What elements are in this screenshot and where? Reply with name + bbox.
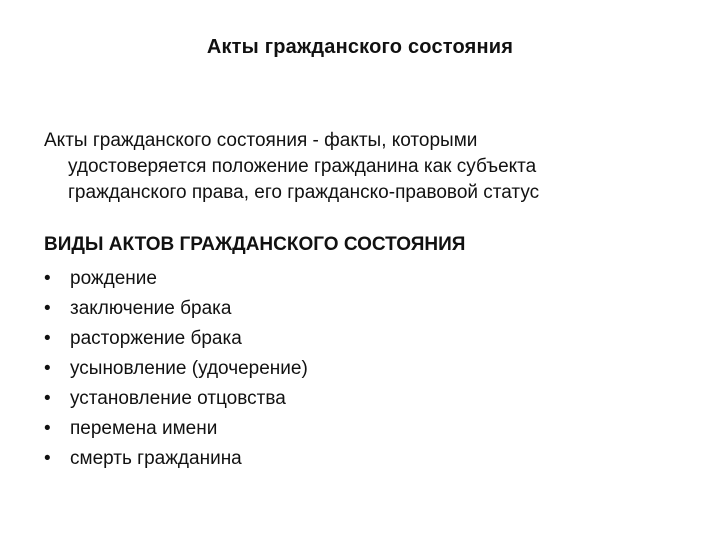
bullet: • <box>44 298 51 319</box>
definition-line-1 <box>44 128 684 154</box>
list-item-text: рождение <box>70 268 157 289</box>
list-item-text: заключение брака <box>70 298 232 319</box>
list-item <box>44 264 308 294</box>
definition-term: Акты гражданского состояния <box>44 130 308 151</box>
types-list <box>44 264 308 474</box>
bullet: • <box>44 418 51 439</box>
bullet: • <box>44 268 51 289</box>
bullet: • <box>44 358 51 379</box>
definition-line-2: удостоверяется положение гражданина как субъекта <box>68 156 537 177</box>
definition-line-3: гражданского права, его гражданско-правовой статус <box>68 182 540 203</box>
list-item <box>44 324 308 354</box>
bullet: • <box>44 328 51 349</box>
list-item <box>44 414 308 444</box>
bullet: • <box>44 388 51 409</box>
list-item <box>44 294 308 324</box>
list-item-text: установление отцовства <box>70 388 286 409</box>
list-item <box>44 354 308 384</box>
types-heading: ВИДЫ АКТОВ ГРАЖДАНСКОГО СОСТОЯНИЯ <box>44 234 466 255</box>
list-item-text: расторжение брака <box>70 328 242 349</box>
bullet: • <box>44 448 51 469</box>
definition-paragraph <box>44 128 684 206</box>
slide-title: Акты гражданского состояния <box>206 36 514 58</box>
list-item-text: смерть гражданина <box>70 448 242 469</box>
definition-text-1: - факты, которыми <box>307 130 478 151</box>
list-item <box>44 384 308 414</box>
list-item <box>44 444 308 474</box>
list-item-text: перемена имени <box>70 418 218 439</box>
list-item-text: усыновление (удочерение) <box>70 358 308 379</box>
